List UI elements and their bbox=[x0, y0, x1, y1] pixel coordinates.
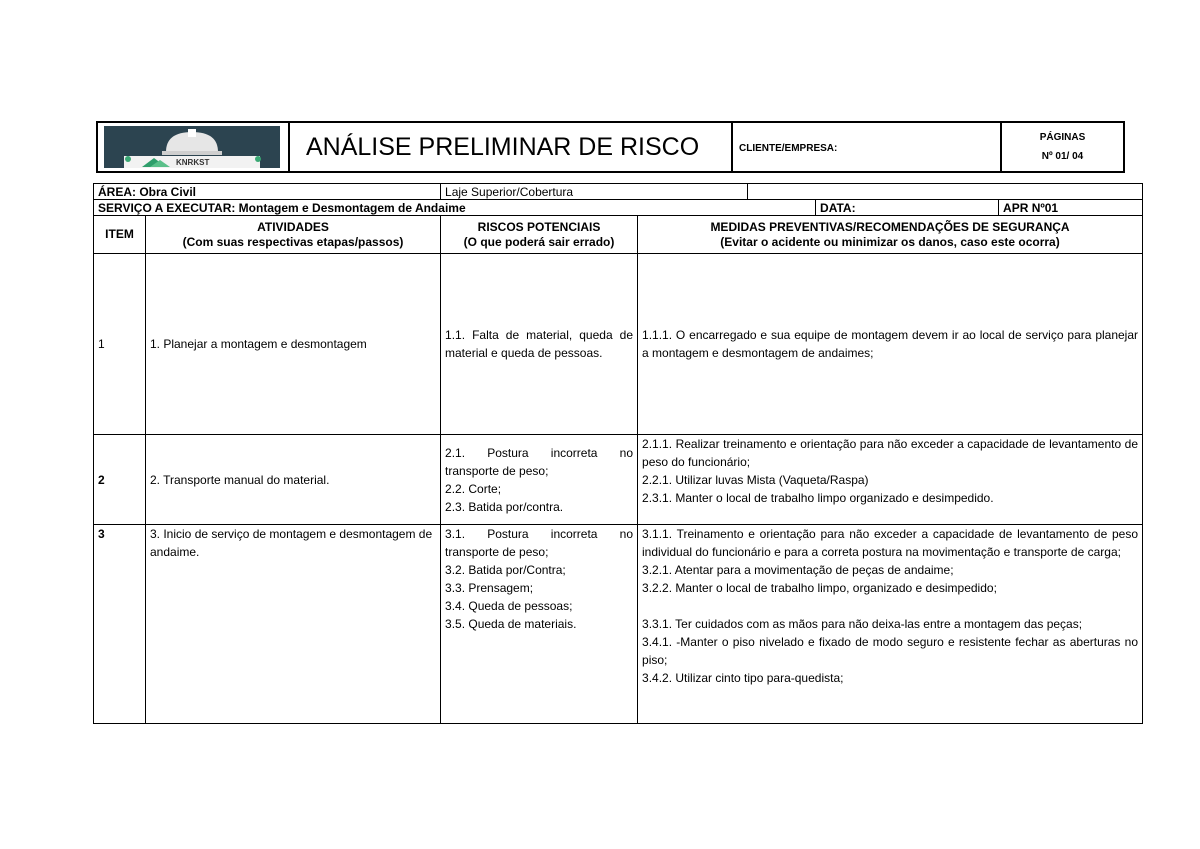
risk-entry: 3.2. Batida por/Contra; bbox=[445, 563, 566, 577]
svg-text:KNRKST: KNRKST bbox=[176, 158, 210, 167]
logo-cell bbox=[98, 123, 290, 171]
row-measures bbox=[638, 435, 1143, 525]
measure-entry: 3.4.2. Utilizar cinto tipo para-quedista; bbox=[642, 671, 844, 685]
document-header bbox=[96, 121, 1125, 173]
row-item: 3 bbox=[94, 525, 146, 724]
measure-spacer bbox=[642, 597, 1138, 615]
measure-entry: 3.1.1. Treinamento e orientação para não exceder a capacidade de levantamento de peso individual do funcionário e para a correta postura na movimentação e transporte de carga; bbox=[642, 527, 1139, 559]
pages-label: PÁGINAS bbox=[1039, 132, 1086, 143]
col-measures-header bbox=[638, 216, 1143, 254]
risk-entry: 3.3. Prensagem; bbox=[445, 581, 534, 595]
apr-label: APR Nº01 bbox=[999, 200, 1143, 216]
risk-entry: 2.2. Corte; bbox=[445, 481, 502, 496]
measure-entry: 3.3.1. Ter cuidados com as mãos para não deixa-las entre a montagem das peças; bbox=[642, 617, 1083, 631]
risk-entry: 3.5. Queda de materiais. bbox=[445, 617, 577, 631]
table-row bbox=[94, 254, 1143, 435]
row-measures bbox=[638, 525, 1143, 724]
col-risks-subtitle: (O que poderá sair errado) bbox=[463, 234, 615, 249]
measure-entry: 2.2.1. Utilizar luvas Mista (Vaqueta/Raspa) bbox=[642, 473, 869, 487]
measure-entry: 3.2.2. Manter o local de trabalho limpo, organizado e desimpedido; bbox=[642, 581, 997, 595]
measure-entry: 2.1.1. Realizar treinamento e orientação para não exceder a capacidade de levantamento de peso do funcionário; bbox=[642, 437, 1139, 469]
measure-entry: 3.2.1. Atentar para a movimentação de peças de andaime; bbox=[642, 563, 954, 577]
pages-value: Nº 01/ 04 bbox=[1041, 151, 1084, 162]
column-header-row bbox=[94, 216, 1143, 254]
risk-entry: 2.1. Postura incorreta no transporte de peso; bbox=[445, 445, 634, 478]
document-title-cell bbox=[290, 123, 733, 171]
document-title: ANÁLISE PRELIMINAR DE RISCO bbox=[306, 132, 700, 161]
client-cell bbox=[733, 123, 1002, 171]
measure-entry: 1.1.1. O encarregado e sua equipe de montagem devem ir ao local de serviço para planejar a montagem e desmontagem de andaimes; bbox=[642, 328, 1139, 360]
risk-entry: 2.3. Batida por/contra. bbox=[445, 499, 564, 514]
company-logo bbox=[104, 126, 280, 168]
service-row bbox=[94, 200, 1143, 216]
area-label: ÁREA: Obra Civil bbox=[94, 184, 441, 200]
col-item-header: ITEM bbox=[94, 216, 146, 254]
pages-cell bbox=[1002, 123, 1123, 171]
row-activity: 2. Transporte manual do material. bbox=[146, 435, 441, 525]
col-activities-subtitle: (Com suas respectivas etapas/passos) bbox=[182, 234, 404, 249]
row-activity: 3. Inicio de serviço de montagem e desmontagem de andaime. bbox=[146, 525, 441, 724]
col-activities-title: ATIVIDADES bbox=[257, 219, 329, 234]
risk-analysis-table bbox=[93, 183, 1143, 724]
area-value: Laje Superior/Cobertura bbox=[441, 184, 748, 200]
client-label: CLIENTE/EMPRESA: bbox=[739, 143, 838, 154]
table-row bbox=[94, 435, 1143, 525]
row-item: 2 bbox=[94, 435, 146, 525]
row-risks bbox=[441, 525, 638, 724]
date-label: DATA: bbox=[816, 200, 999, 216]
hardhat-logo-icon bbox=[104, 126, 280, 168]
row-item: 1 bbox=[94, 254, 146, 435]
row-activity: 1. Planejar a montagem e desmontagem bbox=[146, 254, 441, 435]
col-measures-title: MEDIDAS PREVENTIVAS/RECOMENDAÇÕES DE SEGURANÇA bbox=[710, 219, 1070, 234]
risk-entry: 3.4. Queda de pessoas; bbox=[445, 599, 573, 613]
measure-entry: 2.3.1. Manter o local de trabalho limpo organizado e desimpedido. bbox=[642, 491, 994, 505]
col-risks-header bbox=[441, 216, 638, 254]
row-risks bbox=[441, 254, 638, 435]
col-measures-subtitle: (Evitar o acidente ou minimizar os danos, caso este ocorra) bbox=[720, 234, 1060, 249]
area-empty-cell bbox=[748, 184, 1143, 200]
measure-entry: 3.4.1. -Manter o piso nivelado e fixado de modo seguro e resistente fechar as aberturas no piso; bbox=[642, 635, 1139, 667]
service-label: SERVIÇO A EXECUTAR: Montagem e Desmontagem de Andaime bbox=[94, 200, 816, 216]
risk-entry: 3.1. Postura incorreta no transporte de peso; bbox=[445, 527, 634, 559]
row-measures bbox=[638, 254, 1143, 435]
col-activities-header bbox=[146, 216, 441, 254]
col-risks-title: RISCOS POTENCIAIS bbox=[477, 219, 601, 234]
area-row bbox=[94, 184, 1143, 200]
row-risks bbox=[441, 435, 638, 525]
table-row bbox=[94, 525, 1143, 724]
risk-entry: 1.1. Falta de material, queda de material e queda de pessoas. bbox=[445, 328, 634, 360]
